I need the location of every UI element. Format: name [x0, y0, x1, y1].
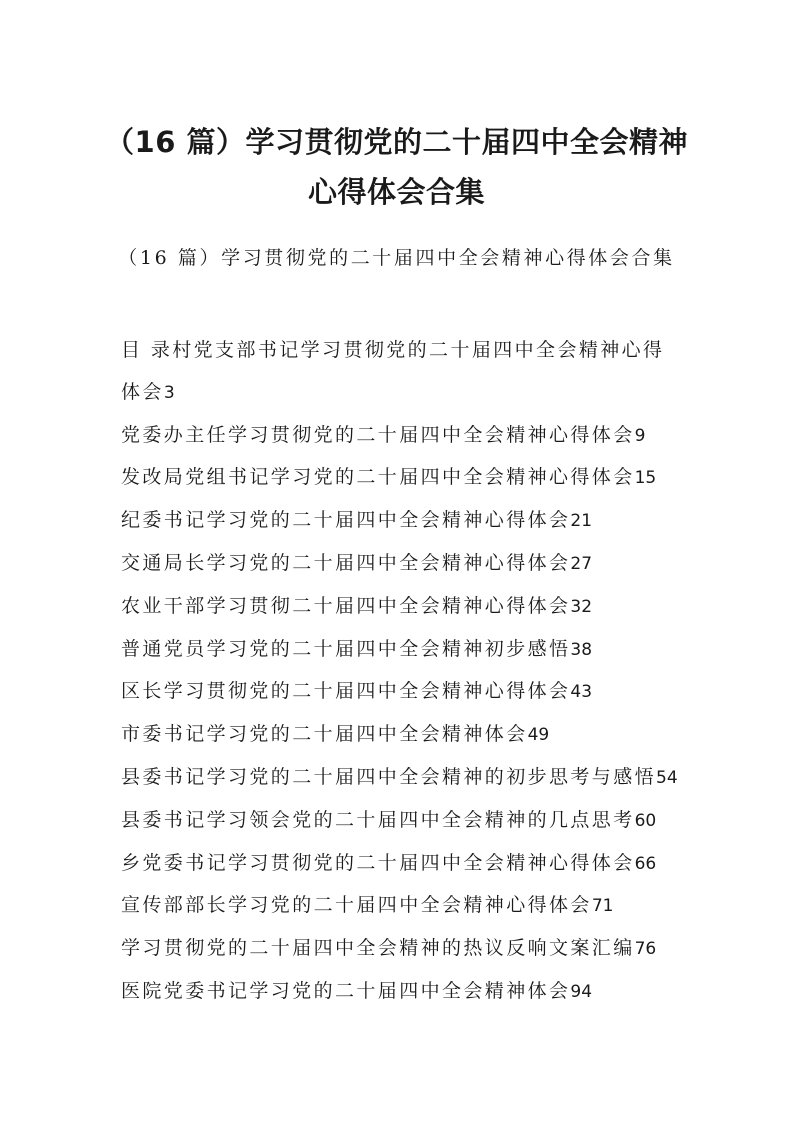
- toc-entry-page: 54: [656, 767, 678, 788]
- toc-entry: [121, 928, 681, 971]
- toc-entry-title: 交通局长学习党的二十届四中全会精神心得体会: [121, 551, 571, 574]
- toc-entry: [121, 415, 681, 458]
- toc-entry: [121, 500, 681, 543]
- toc-entry-page: 15: [634, 468, 657, 489]
- toc-entry: [121, 671, 681, 714]
- toc-entry-title: 市委书记学习党的二十届四中全会精神体会: [121, 723, 528, 746]
- toc-entry-title: 区长学习贯彻党的二十届四中全会精神心得体会: [121, 680, 571, 703]
- toc-entry-title: 县委书记学习领会党的二十届四中全会精神的几点思考: [121, 808, 635, 831]
- toc-entry-page: 60: [634, 810, 657, 831]
- toc-entry-page: 27: [570, 553, 593, 574]
- table-of-contents: [121, 330, 681, 1014]
- toc-entry-title: 纪委书记学习党的二十届四中全会精神心得体会: [121, 509, 571, 532]
- toc-entry-title: 普通党员学习党的二十届四中全会精神初步感悟: [121, 637, 571, 660]
- document-subtitle: （16 篇）学习贯彻党的二十届四中全会精神心得体会合集: [118, 247, 675, 269]
- toc-entry-title: 宣传部部长学习党的二十届四中全会精神心得体会: [121, 894, 592, 917]
- toc-entry: [121, 714, 681, 757]
- toc-entry-page: 9: [634, 425, 646, 446]
- toc-entry-page: 66: [634, 853, 657, 874]
- toc-entry-title: 农业干部学习贯彻二十届四中全会精神心得体会: [121, 594, 571, 617]
- toc-entry-title: 目 录村党支部书记学习贯彻党的二十届四中全会精神心得体会: [121, 339, 665, 403]
- toc-entry-page: 43: [570, 682, 593, 703]
- toc-entry-page: 38: [570, 639, 593, 660]
- toc-entry-title: 县委书记学习党的二十届四中全会精神的初步思考与感悟: [121, 765, 657, 788]
- toc-entry-title: 学习贯彻党的二十届四中全会精神的热议反响文案汇编: [121, 937, 635, 960]
- toc-entry-title: 乡党委书记学习贯彻党的二十届四中全会精神心得体会: [121, 851, 635, 874]
- toc-entry-title: 党委办主任学习贯彻党的二十届四中全会精神心得体会: [121, 423, 635, 446]
- toc-entry-title: 医院党委书记学习党的二十届四中全会精神体会: [121, 979, 571, 1002]
- toc-entry: [121, 586, 681, 629]
- toc-entry-page: 71: [591, 896, 614, 917]
- toc-entry-page: 3: [163, 382, 175, 403]
- toc-entry: [121, 971, 681, 1014]
- document-title-line-2: 心得体会合集: [307, 175, 485, 209]
- toc-entry: [121, 800, 681, 843]
- toc-entry: [121, 843, 681, 886]
- toc-entry: [121, 330, 681, 415]
- toc-entry: [121, 457, 681, 500]
- toc-entry: [121, 629, 681, 672]
- toc-entry-title: 发改局党组书记学习党的二十届四中全会精神心得体会: [121, 466, 635, 489]
- toc-entry-page: 76: [634, 939, 657, 960]
- toc-entry-page: 32: [570, 596, 593, 617]
- toc-entry-page: 49: [527, 725, 550, 746]
- toc-entry: [121, 543, 681, 586]
- document-title-line-1: （16 篇）学习贯彻党的二十届四中全会精神: [105, 125, 688, 159]
- toc-entry-page: 21: [570, 511, 593, 532]
- toc-entry-page: 94: [570, 981, 593, 1002]
- toc-entry: [121, 757, 681, 800]
- toc-entry: [121, 885, 681, 928]
